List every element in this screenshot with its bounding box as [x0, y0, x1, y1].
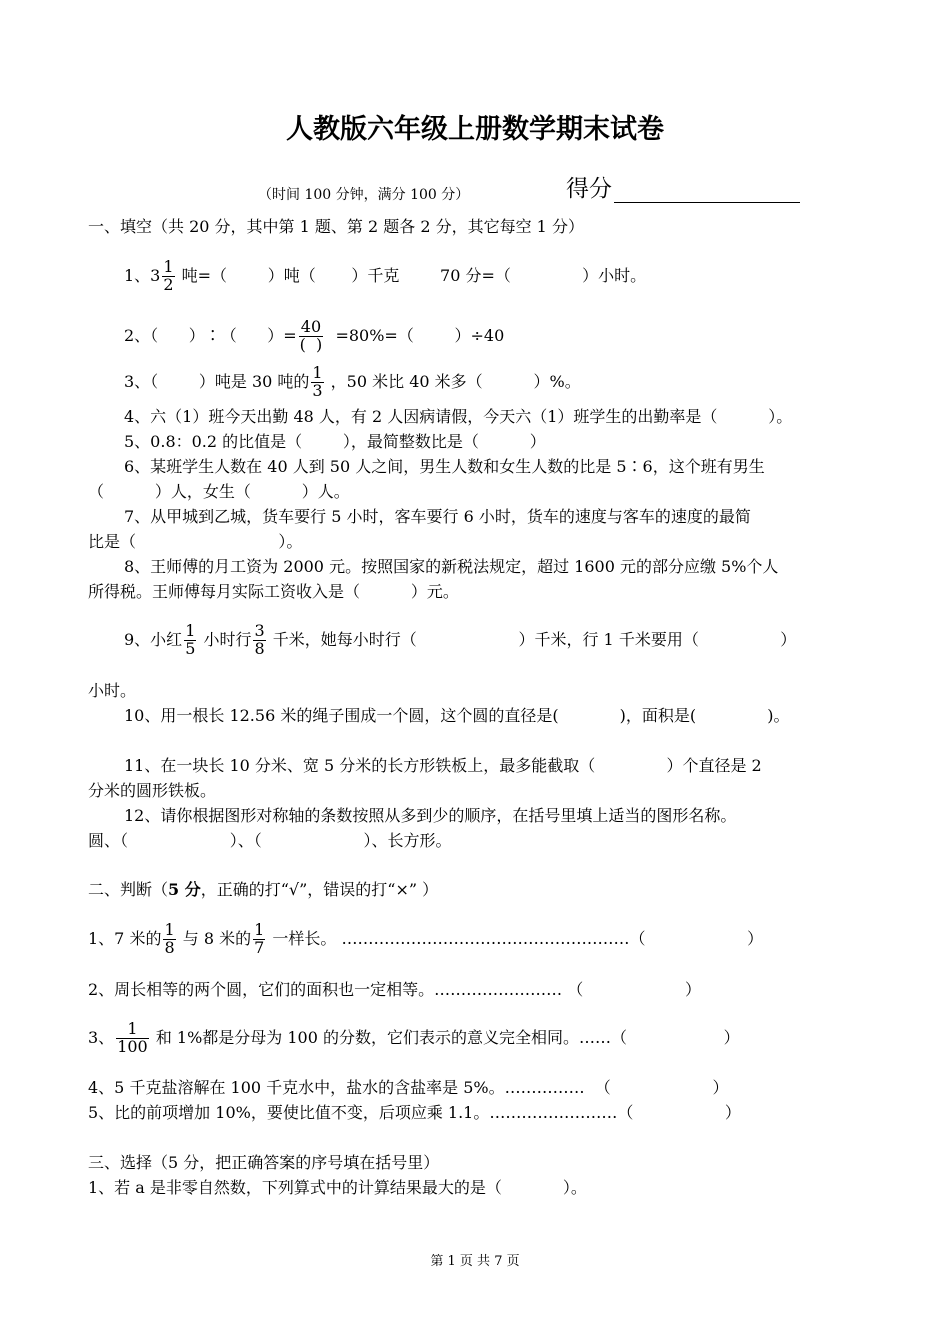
page-footer: 第 1 页 共 7 页: [430, 1254, 520, 1269]
fill-q9-text-a: 9、小红: [124, 630, 183, 649]
fraction: [184, 623, 196, 658]
judge-q1-text-a: 1、7 米的: [88, 929, 162, 948]
fraction-denominator: 3: [312, 381, 323, 400]
exam-title: 人教版六年级上册数学期末试卷: [286, 114, 664, 145]
fraction-denominator: 100: [117, 1037, 148, 1056]
fraction-numerator: 1: [163, 257, 174, 277]
fill-q3: [124, 362, 581, 402]
exam-subtitle: （时间 100 分钟，满分 100 分）: [258, 187, 470, 203]
fraction-numerator: 1: [164, 920, 175, 940]
judge-q4: 4、5 千克盐溶解在 100 千克水中，盐水的含盐率是 5%。…………… （ ）: [88, 1078, 729, 1097]
fill-q3-text-b: ，50 米比 40 米多（ ）%。: [325, 372, 581, 391]
score-field: [566, 170, 800, 203]
fraction-denominator: ( ): [299, 335, 323, 354]
fraction-numerator: 1: [312, 363, 323, 383]
fraction-numerator: 1: [116, 1021, 149, 1039]
section-judge-heading: [88, 880, 438, 900]
fill-q11-line2: 分米的圆形铁板。: [88, 781, 217, 800]
fraction-numerator: 1: [254, 920, 265, 940]
fill-q2-text-a: 2、（ ）∶（ ）=: [124, 326, 297, 345]
fraction: [253, 623, 265, 658]
fraction-denominator: 2: [163, 275, 174, 294]
fraction: [311, 365, 323, 400]
judge-q3: [88, 1018, 740, 1058]
judge-q1-text-c: 一样长。 ………………………………………………（ ）: [267, 929, 764, 948]
fraction-denominator: 8: [164, 938, 175, 957]
fraction-numerator: 1: [185, 621, 196, 641]
fill-q12-line2: 圆、（ ）、（ ）、长方形。: [88, 831, 452, 850]
fraction: [116, 1021, 149, 1056]
choice-q1: 1、若 a 是非零自然数，下列算式中的计算结果最大的是（ ）。: [88, 1178, 587, 1197]
judge-q3-text-a: 3、: [88, 1028, 115, 1047]
fill-q3-text-a: 3、（ ）吨是 30 吨的: [124, 372, 310, 391]
fill-q7-line1: 7、从甲城到乙城，货车要行 5 小时，客车要行 6 小时，货车的速度与客车的速度的最简: [124, 507, 751, 526]
fraction-denominator: 7: [254, 938, 265, 957]
judge-heading-a: 二、判断（: [88, 880, 169, 899]
fraction: [299, 319, 324, 354]
fill-q9-line2: 小时。: [88, 681, 137, 700]
fraction-denominator: 8: [254, 639, 265, 658]
score-label: 得分: [566, 176, 612, 202]
fill-q5: 5、0.8：0.2 的比值是（ ），最简整数比是（ ）: [124, 432, 546, 451]
fill-q8-line2: 所得税。王师傅每月实际工资收入是（ ）元。: [88, 582, 459, 601]
fill-q1-text-a: 1、3: [124, 266, 161, 285]
fill-q12-line1: 12、请你根据图形对称轴的条数按照从多到少的顺序，在括号里填上适当的图形名称。: [124, 806, 737, 825]
fill-q9: [124, 620, 796, 660]
fill-q9-text-c: 千米，她每小时行（ ）千米，行 1 千米要用（ ）: [267, 630, 797, 649]
fraction: [162, 259, 174, 294]
fraction: [253, 922, 265, 957]
score-blank-line: [614, 180, 800, 203]
fraction-numerator: 40: [299, 319, 324, 337]
fill-q4: 4、六（1）班今天出勤 48 人，有 2 人因病请假，今天六（1）班学生的出勤率是（ ）。: [124, 407, 793, 426]
fill-q7-line2: 比是（ ）。: [88, 532, 303, 551]
fill-q8-line1: 8、王师傅的月工资为 2000 元。按照国家的新税法规定，超过 1600 元的部分应缴 5%个人: [124, 557, 779, 576]
fill-q11-line1: 11、在一块长 10 分米、宽 5 分米的长方形铁板上，最多能截取（ ）个直径是 2: [124, 756, 762, 775]
fraction-denominator: 5: [185, 639, 196, 658]
fill-q2-text-b: =80%=（ ）÷40: [325, 326, 505, 345]
fill-q6-line1: 6、某班学生人数在 40 人到 50 人之间，男生人数和女生人数的比是 5∶6，这个班有男生: [124, 457, 765, 476]
judge-heading-points: 5 分: [168, 880, 201, 899]
judge-q2: 2、周长相等的两个圆，它们的面积也一定相等。…………………… （ ）: [88, 980, 701, 999]
fill-q2: [124, 316, 504, 356]
judge-q1-text-b: 与 8 米的: [177, 929, 252, 948]
fraction: [163, 922, 175, 957]
fill-q1-text-b: 吨=（ ）吨（ ）千克 70 分=（ ）小时。: [176, 266, 647, 285]
section-fill-heading: 一、填空（共 20 分，其中第 1 题、第 2 题各 2 分，其它每空 1 分）: [88, 217, 584, 236]
fill-q6-line2: （ ）人，女生（ ）人。: [88, 482, 350, 501]
fill-q9-text-b: 小时行: [198, 630, 252, 649]
fill-q10: 10、用一根长 12.56 米的绳子围成一个圆，这个圆的直径是( )，面积是( )。: [124, 706, 790, 725]
section-choice-heading: 三、选择（5 分，把正确答案的序号填在括号里）: [88, 1153, 440, 1172]
judge-q5: 5、比的前项增加 10%，要使比值不变，后项应乘 1.1。……………………（ ）: [88, 1103, 741, 1122]
fraction-numerator: 3: [254, 621, 265, 641]
judge-heading-c: ，正确的打“√”，错误的打“×” ）: [200, 880, 439, 899]
judge-q3-text-b: 和 1%都是分母为 100 的分数，它们表示的意义完全相同。……（ ）: [150, 1028, 740, 1047]
fill-q1: [124, 256, 646, 296]
judge-q1: [88, 919, 763, 959]
